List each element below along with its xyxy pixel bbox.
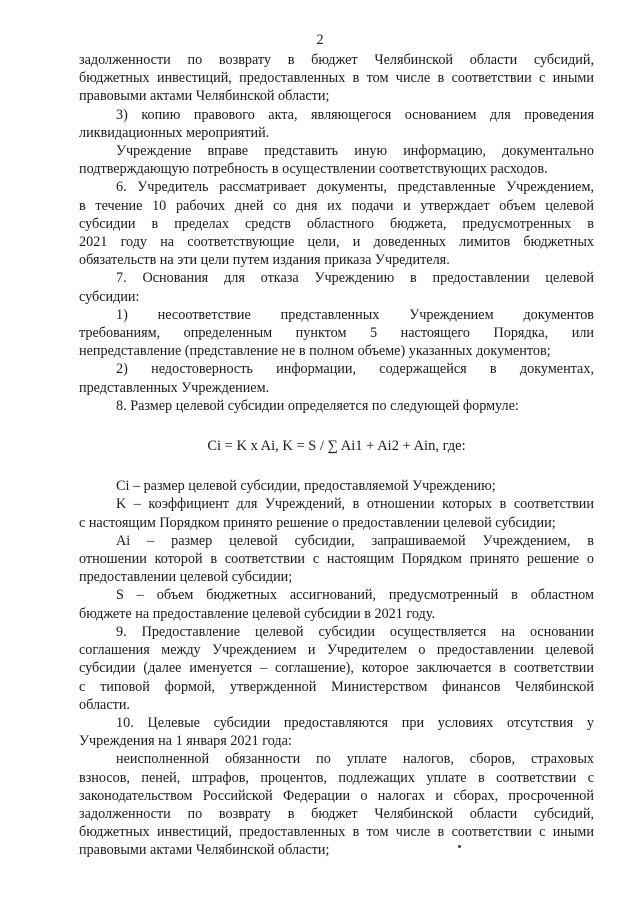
text-line: правовыми актами Челябинской области; bbox=[79, 88, 330, 105]
text-line: ликвидационных мероприятий. bbox=[79, 124, 270, 141]
text-line: области. bbox=[79, 696, 130, 713]
page-number: 2 bbox=[316, 32, 324, 48]
text-line: Учреждения на 1 января 2021 года: bbox=[79, 733, 292, 750]
text-line: 8. Размер целевой субсидии определяется по следующей формуле: bbox=[116, 397, 519, 414]
text-line: с типовой формой, утвержденной Министерством финансов Челябинской bbox=[79, 678, 594, 695]
text-line: правовыми актами Челябинской области; bbox=[79, 842, 330, 859]
text-line: задолженности по возврату в бюджет Челябинской области субсидий, bbox=[79, 805, 594, 822]
formula: Ci = K x Ai, K = S / ∑ Ai1 + Ai2 + Ain, где: bbox=[207, 438, 466, 455]
text-line: обязательств на эти цели путем издания приказа Учредителя. bbox=[79, 252, 450, 269]
text-line: законодательством Российской Федерации о налогах и сборах, просроченной bbox=[79, 787, 594, 804]
document-body bbox=[79, 51, 594, 860]
text-block-1 bbox=[79, 51, 594, 415]
text-line: предоставлении целевой субсидии; bbox=[79, 569, 293, 586]
text-line: взносов, пеней, штрафов, процентов, подлежащих уплате в соответствии с bbox=[79, 769, 594, 786]
text-line: бюджетных инвестиций, предоставленных в том числе в соответствии с иными bbox=[79, 70, 594, 87]
text-line: задолженности по возврату в бюджет Челябинской области субсидий, bbox=[79, 52, 594, 68]
text-line: отношении которой в соответствии с настоящим Порядком принято решение о bbox=[79, 551, 594, 568]
text-line: K – коэффициент для Учреждений, в отношении которых в соответствии bbox=[116, 496, 594, 513]
text-line: Ci – размер целевой субсидии, предоставляемой Учреждению; bbox=[116, 478, 496, 495]
text-line: 10. Целевые субсидии предоставляются при условиях отсутствия у bbox=[116, 714, 594, 731]
text-line: подтверждающую потребность в осуществлении соответствующих расходов. bbox=[79, 161, 548, 178]
speck-mark bbox=[458, 845, 461, 848]
text-line: 1) несоответствие представленных Учреждением документов bbox=[116, 306, 594, 323]
text-line: представленных Учреждением. bbox=[79, 379, 270, 396]
text-line: S – объем бюджетных ассигнований, предусмотренный в областном bbox=[116, 587, 594, 604]
text-line: в течение 10 рабочих дней со дня их подачи и утверждает объем целевой bbox=[79, 197, 594, 214]
text-line: субсидии в пределах средств областного бюджета, предусмотренных в bbox=[79, 215, 594, 232]
text-line: Ai – размер целевой субсидии, запрашиваемой Учреждением, в bbox=[116, 532, 594, 549]
text-line: с настоящим Порядком принято решение о предоставлении целевой субсидии; bbox=[79, 514, 556, 531]
text-line: Учреждение вправе представить иную информацию, документально bbox=[116, 143, 594, 160]
text-line: субсидии: bbox=[79, 288, 140, 305]
text-line: 9. Предоставление целевой субсидии осуществляется на основании bbox=[116, 623, 594, 640]
text-block-2 bbox=[79, 477, 594, 859]
text-line: 7. Основания для отказа Учреждению в предоставлении целевой bbox=[116, 270, 594, 287]
text-line: непредставление (представление не в полном объеме) указанных документов; bbox=[79, 343, 551, 360]
text-line: 6. Учредитель рассматривает документы, представленные Учреждением, bbox=[116, 179, 594, 196]
text-line: 2021 году на соответствующие цели, и доведенных лимитов бюджетных bbox=[79, 234, 594, 251]
text-line: 2) недостоверность информации, содержащейся в документах, bbox=[116, 361, 594, 378]
text-line: требованиям, определенным пунктом 5 настоящего Порядка, или bbox=[79, 325, 594, 342]
text-line: бюджете на предоставление целевой субсидии в 2021 году. bbox=[79, 605, 435, 622]
text-line: бюджетных инвестиций, предоставленных в том числе в соответствии с иными bbox=[79, 824, 594, 841]
text-line: субсидии (далее именуется – соглашение), которое заключается в соответствии bbox=[79, 660, 594, 677]
text-line: соглашения между Учреждением и Учредителем о предоставлении целевой bbox=[79, 642, 594, 659]
text-line: неисполненной обязанности по уплате налогов, сборов, страховых bbox=[116, 751, 594, 768]
text-line: 3) копию правового акта, являющегося основанием для проведения bbox=[116, 106, 594, 123]
